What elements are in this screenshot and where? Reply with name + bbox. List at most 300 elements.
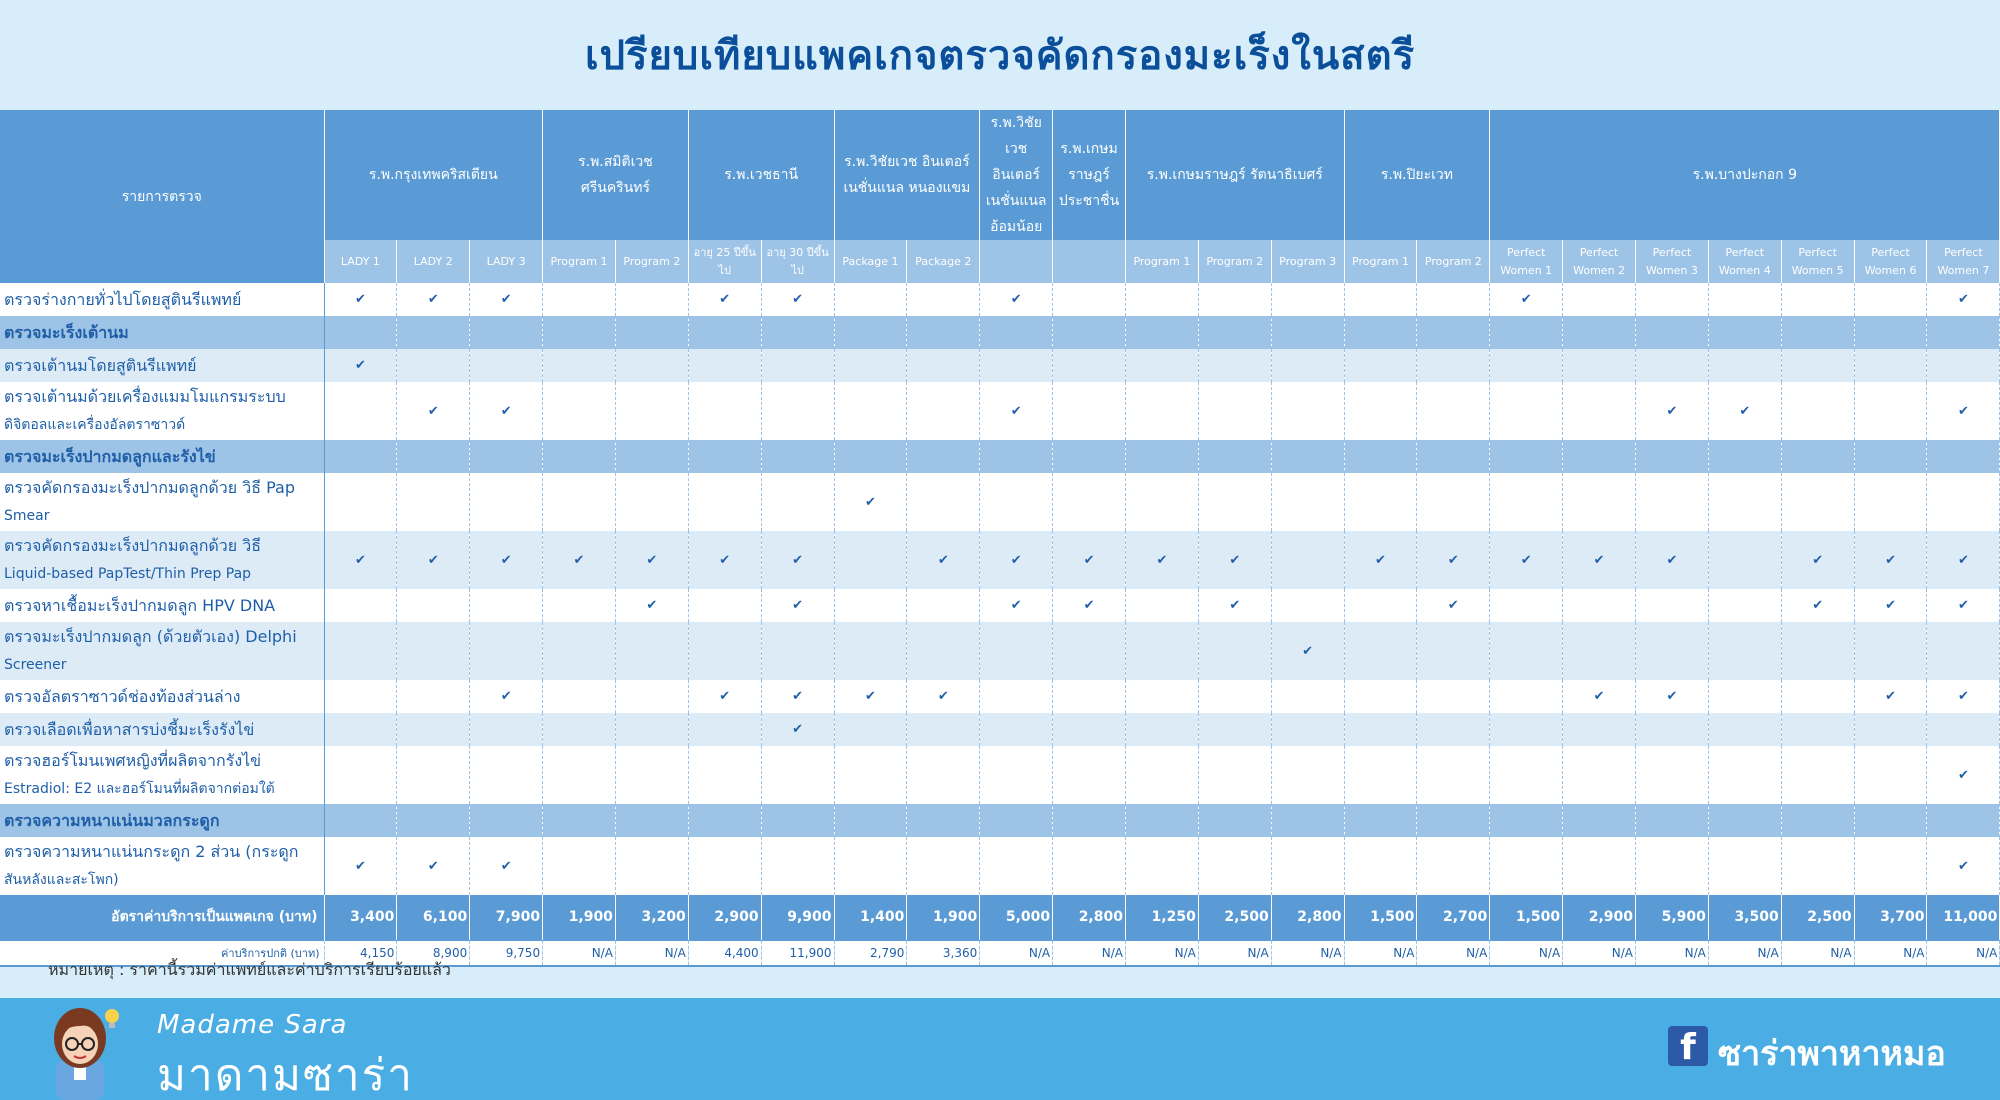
check-cell — [1708, 746, 1781, 804]
check-cell — [834, 713, 907, 746]
check-cell — [1636, 713, 1709, 746]
check-cell — [1053, 473, 1126, 531]
check-cell — [688, 713, 761, 746]
check-cell — [397, 837, 470, 895]
check-cell — [688, 589, 761, 622]
check-cell — [980, 283, 1053, 316]
normal-price: N/A — [1563, 940, 1636, 966]
check-cell — [324, 473, 397, 531]
check-cell — [1125, 382, 1198, 440]
check-cell — [1125, 316, 1198, 349]
check-cell — [1125, 589, 1198, 622]
check-cell — [543, 837, 616, 895]
check-cell — [834, 804, 907, 837]
check-cell — [980, 440, 1053, 473]
exam-label: ตรวจมะเร็งปากมดลูก (ด้วยตัวเอง) Delphi — [4, 627, 297, 646]
check-cell — [907, 804, 980, 837]
exam-row — [0, 837, 2000, 895]
exam-label-cell — [0, 746, 324, 804]
check-cell — [688, 804, 761, 837]
normal-price: N/A — [1053, 940, 1126, 966]
check-cell — [470, 589, 543, 622]
check-cell — [761, 531, 834, 589]
check-cell — [615, 473, 688, 531]
normal-price: 4,400 — [688, 940, 761, 966]
check-cell — [907, 382, 980, 440]
package-price: 9,900 — [761, 895, 834, 940]
check-icon: ✔ — [719, 552, 731, 568]
check-cell — [1563, 746, 1636, 804]
check-cell — [615, 713, 688, 746]
check-cell — [1927, 531, 2000, 589]
check-cell — [1198, 283, 1271, 316]
check-cell — [1708, 837, 1781, 895]
check-cell — [1927, 713, 2000, 746]
check-icon: ✔ — [719, 292, 731, 307]
check-cell — [1708, 804, 1781, 837]
check-cell — [1344, 680, 1417, 713]
check-icon: ✔ — [865, 494, 876, 510]
check-cell — [834, 746, 907, 804]
check-cell — [1053, 746, 1126, 804]
check-icon: ✔ — [792, 552, 804, 568]
check-cell — [324, 440, 397, 473]
check-cell — [907, 316, 980, 349]
check-cell — [761, 316, 834, 349]
check-cell — [324, 589, 397, 622]
check-cell — [1053, 837, 1126, 895]
check-cell — [980, 622, 1053, 680]
check-cell — [980, 713, 1053, 746]
check-cell — [324, 680, 397, 713]
check-cell — [1563, 382, 1636, 440]
check-cell — [1708, 382, 1781, 440]
check-cell — [1490, 837, 1563, 895]
check-cell — [397, 680, 470, 713]
check-cell — [543, 680, 616, 713]
check-cell — [1271, 349, 1344, 382]
hospital-header: ร.พ.บางปะกอก 9 — [1490, 110, 2000, 240]
check-cell — [1563, 440, 1636, 473]
normal-price: N/A — [1490, 940, 1563, 966]
check-cell — [1927, 473, 2000, 531]
check-icon: ✔ — [1957, 598, 1969, 613]
package-price: 1,900 — [543, 895, 616, 940]
check-cell — [688, 440, 761, 473]
avatar-icon — [36, 1002, 124, 1100]
package-price: 3,500 — [1708, 895, 1781, 940]
program-header: อายุ 30 ปีขึ้นไป — [761, 240, 834, 283]
normal-price: 3,360 — [907, 940, 980, 966]
check-cell — [1563, 531, 1636, 589]
check-cell — [397, 804, 470, 837]
check-cell — [324, 837, 397, 895]
check-cell — [1636, 804, 1709, 837]
package-price: 7,900 — [470, 895, 543, 940]
check-cell — [543, 283, 616, 316]
check-cell — [1927, 680, 2000, 713]
check-cell — [1490, 713, 1563, 746]
normal-price: N/A — [615, 940, 688, 966]
check-cell — [1198, 382, 1271, 440]
check-cell — [1927, 349, 2000, 382]
check-cell — [1417, 531, 1490, 589]
check-cell — [397, 622, 470, 680]
check-cell — [1490, 316, 1563, 349]
check-cell — [1490, 440, 1563, 473]
check-cell — [688, 746, 761, 804]
check-cell — [1344, 622, 1417, 680]
check-cell — [980, 680, 1053, 713]
check-cell — [1125, 837, 1198, 895]
check-icon: ✔ — [937, 689, 949, 704]
exam-row — [0, 746, 2000, 804]
exam-row — [0, 531, 2000, 589]
check-cell — [615, 680, 688, 713]
check-cell — [1125, 804, 1198, 837]
check-icon: ✔ — [792, 689, 804, 704]
check-icon: ✔ — [1229, 552, 1241, 568]
program-header — [1053, 240, 1126, 283]
check-icon: ✔ — [792, 598, 804, 613]
check-cell — [1344, 589, 1417, 622]
check-cell — [761, 349, 834, 382]
check-icon: ✔ — [1666, 689, 1678, 704]
normal-price: N/A — [1271, 940, 1344, 966]
check-cell — [1271, 746, 1344, 804]
check-cell — [1417, 473, 1490, 531]
check-icon: ✔ — [1447, 552, 1459, 568]
check-cell — [980, 382, 1053, 440]
check-cell — [1198, 349, 1271, 382]
check-cell — [980, 473, 1053, 531]
normal-price: N/A — [1344, 940, 1417, 966]
package-price: 3,700 — [1854, 895, 1927, 940]
check-cell — [543, 804, 616, 837]
package-price: 2,500 — [1198, 895, 1271, 940]
check-cell — [1854, 440, 1927, 473]
check-cell — [397, 473, 470, 531]
check-cell — [1125, 349, 1198, 382]
check-cell — [397, 713, 470, 746]
check-cell — [1854, 531, 1927, 589]
check-cell — [1854, 349, 1927, 382]
normal-price: N/A — [1854, 940, 1927, 966]
check-cell — [1198, 531, 1271, 589]
normal-price: N/A — [1125, 940, 1198, 966]
package-price: 3,400 — [324, 895, 397, 940]
check-cell — [324, 713, 397, 746]
check-cell — [1854, 837, 1927, 895]
check-cell — [1781, 473, 1854, 531]
check-cell — [615, 349, 688, 382]
check-icon: ✔ — [1010, 292, 1022, 307]
package-price: 1,500 — [1490, 895, 1563, 940]
comparison-table-wrap — [0, 110, 2000, 960]
check-cell — [1490, 589, 1563, 622]
check-cell — [1271, 837, 1344, 895]
program-header: Package 1 — [834, 240, 907, 283]
check-icon: ✔ — [1957, 292, 1969, 307]
normal-price: 2,790 — [834, 940, 907, 966]
exam-label: ตรวจร่างกายทั่วไปโดยสูตินรีแพทย์ — [4, 290, 242, 309]
check-cell — [1271, 622, 1344, 680]
exam-label-cell — [0, 622, 324, 680]
check-cell — [397, 746, 470, 804]
check-icon: ✔ — [1957, 552, 1969, 568]
program-header: Program 1 — [1344, 240, 1417, 283]
exam-row — [0, 589, 2000, 622]
check-cell — [1271, 440, 1344, 473]
check-icon: ✔ — [1447, 598, 1459, 613]
exam-label-cell — [0, 382, 324, 440]
footer — [0, 998, 2000, 1100]
check-cell — [397, 589, 470, 622]
check-cell — [1636, 283, 1709, 316]
check-cell — [980, 316, 1053, 349]
exam-label: ตรวจคัดกรองมะเร็งปากมดลูกด้วย วิธี — [4, 536, 261, 555]
check-cell — [470, 382, 543, 440]
normal-price: N/A — [1636, 940, 1709, 966]
check-cell — [688, 349, 761, 382]
check-cell — [1344, 440, 1417, 473]
note: หมายเหตุ : ราคานี้รวมค่าแพทย์และค่าบริการเรียบร้อยแล้ว — [48, 960, 451, 979]
check-cell — [615, 531, 688, 589]
check-icon: ✔ — [937, 552, 949, 568]
check-cell — [1636, 440, 1709, 473]
package-price: 1,250 — [1125, 895, 1198, 940]
check-icon: ✔ — [1010, 598, 1022, 613]
check-cell — [1636, 349, 1709, 382]
check-cell — [1636, 473, 1709, 531]
check-icon: ✔ — [427, 403, 439, 419]
package-price: 2,500 — [1781, 895, 1854, 940]
check-icon: ✔ — [1957, 689, 1969, 704]
check-cell — [1125, 622, 1198, 680]
exam-label-cell — [0, 837, 324, 895]
check-cell — [907, 473, 980, 531]
exam-label-cell — [0, 349, 324, 382]
facebook-icon[interactable]: f — [1668, 1026, 1708, 1066]
check-cell — [470, 746, 543, 804]
normal-price: 8,900 — [397, 940, 470, 966]
program-header: Perfect Women 2 — [1563, 240, 1636, 283]
check-cell — [1125, 440, 1198, 473]
check-cell — [1781, 746, 1854, 804]
check-cell — [543, 746, 616, 804]
program-header: Perfect Women 7 — [1927, 240, 2000, 283]
exam-label-cell — [0, 283, 324, 316]
hospital-header: ร.พ.วิชัยเวช อินเตอร์เนชั่นแนล อ้อมน้อย — [980, 110, 1053, 240]
check-icon: ✔ — [500, 292, 512, 307]
check-cell — [1854, 746, 1927, 804]
check-cell — [1417, 283, 1490, 316]
check-cell — [1708, 713, 1781, 746]
check-cell — [1781, 283, 1854, 316]
exam-row — [0, 713, 2000, 746]
check-cell — [1563, 837, 1636, 895]
package-price: 2,700 — [1417, 895, 1490, 940]
program-header: Perfect Women 5 — [1781, 240, 1854, 283]
check-cell — [1344, 349, 1417, 382]
check-cell — [324, 804, 397, 837]
check-cell — [1636, 680, 1709, 713]
check-cell — [907, 589, 980, 622]
package-price-row — [0, 895, 2000, 940]
check-cell — [1708, 316, 1781, 349]
hospital-header: ร.พ.วิชัยเวช อินเตอร์เนชั่นแนล หนองแขม — [834, 110, 980, 240]
check-cell — [1344, 837, 1417, 895]
check-cell — [1927, 283, 2000, 316]
check-cell — [1417, 589, 1490, 622]
check-cell — [1781, 349, 1854, 382]
check-cell — [324, 382, 397, 440]
exam-label: ตรวจมะเร็งเต้านม — [4, 323, 129, 342]
program-header: อายุ 25 ปีขึ้นไป — [688, 240, 761, 283]
package-price: 2,900 — [688, 895, 761, 940]
normal-price: N/A — [1708, 940, 1781, 966]
check-cell — [1198, 837, 1271, 895]
exam-label-line2: สันหลังและสะโพก) — [4, 872, 119, 888]
exam-label: ตรวจความหนาแน่นมวลกระดูก — [4, 811, 220, 830]
check-cell — [1271, 316, 1344, 349]
check-cell — [1563, 316, 1636, 349]
check-cell — [470, 713, 543, 746]
check-cell — [470, 473, 543, 531]
program-header: Perfect Women 3 — [1636, 240, 1709, 283]
facebook-page-name[interactable]: ซาร่าพาหาหมอ — [1718, 1034, 1946, 1074]
check-cell — [761, 382, 834, 440]
program-header: LADY 2 — [397, 240, 470, 283]
check-cell — [1563, 589, 1636, 622]
check-cell — [1417, 440, 1490, 473]
package-price-label: อัตราค่าบริการเป็นแพคเกจ (บาท) — [0, 895, 324, 940]
check-cell — [1344, 713, 1417, 746]
check-cell — [907, 349, 980, 382]
check-cell — [324, 349, 397, 382]
check-cell — [1708, 531, 1781, 589]
exam-label-line2: Screener — [4, 657, 67, 673]
check-cell — [1053, 804, 1126, 837]
exam-label-line2: ดิจิตอลและเครื่องอัลตราซาวด์ — [4, 417, 186, 433]
package-price: 2,800 — [1271, 895, 1344, 940]
comparison-table — [0, 110, 2000, 967]
check-cell — [1271, 473, 1344, 531]
check-cell — [543, 316, 616, 349]
package-price: 2,900 — [1563, 895, 1636, 940]
check-cell — [1053, 440, 1126, 473]
check-cell — [907, 622, 980, 680]
program-header — [980, 240, 1053, 283]
check-cell — [1417, 349, 1490, 382]
check-cell — [543, 473, 616, 531]
check-cell — [1053, 589, 1126, 622]
check-cell — [1927, 382, 2000, 440]
check-cell — [1198, 589, 1271, 622]
check-icon: ✔ — [1010, 403, 1022, 419]
check-cell — [1417, 382, 1490, 440]
check-cell — [1053, 622, 1126, 680]
exam-label-cell — [0, 440, 324, 473]
exam-label-cell — [0, 589, 324, 622]
check-cell — [1636, 316, 1709, 349]
normal-price: 9,750 — [470, 940, 543, 966]
check-icon: ✔ — [500, 552, 512, 568]
package-price: 5,900 — [1636, 895, 1709, 940]
check-cell — [980, 804, 1053, 837]
program-header: Program 3 — [1271, 240, 1344, 283]
check-cell — [1344, 283, 1417, 316]
program-header: LADY 1 — [324, 240, 397, 283]
check-icon: ✔ — [354, 358, 366, 373]
check-icon: ✔ — [427, 552, 439, 568]
check-icon: ✔ — [1885, 689, 1896, 704]
check-cell — [1198, 713, 1271, 746]
exam-label: ตรวจอัลตราซาวด์ช่องท้องส่วนล่าง — [4, 687, 241, 706]
check-cell — [1490, 473, 1563, 531]
check-cell — [1417, 713, 1490, 746]
exam-label-cell — [0, 316, 324, 349]
check-cell — [1781, 680, 1854, 713]
check-cell — [397, 283, 470, 316]
page-title: เปรียบเทียบแพคเกจตรวจคัดกรองมะเร็งในสตรี — [584, 33, 1416, 79]
check-icon: ✔ — [1593, 689, 1605, 704]
check-icon: ✔ — [719, 689, 731, 704]
check-cell — [1927, 746, 2000, 804]
normal-price: N/A — [980, 940, 1053, 966]
check-cell — [1781, 316, 1854, 349]
check-icon: ✔ — [1957, 858, 1969, 874]
check-cell — [1053, 680, 1126, 713]
check-cell — [980, 531, 1053, 589]
check-cell — [1708, 349, 1781, 382]
check-cell — [1927, 622, 2000, 680]
check-cell — [1854, 473, 1927, 531]
check-cell — [470, 531, 543, 589]
check-icon: ✔ — [792, 292, 804, 307]
check-icon: ✔ — [1083, 552, 1095, 568]
check-cell — [470, 349, 543, 382]
check-cell — [834, 382, 907, 440]
check-cell — [688, 680, 761, 713]
check-cell — [1198, 746, 1271, 804]
check-cell — [1636, 382, 1709, 440]
program-header: LADY 3 — [470, 240, 543, 283]
normal-price: N/A — [543, 940, 616, 966]
check-cell — [834, 622, 907, 680]
check-cell — [1854, 713, 1927, 746]
exam-label-line2: Estradiol: E2 และฮอร์โมนที่ผลิตจากต่อมใต้ — [4, 781, 275, 797]
check-cell — [1198, 440, 1271, 473]
check-cell — [980, 746, 1053, 804]
check-cell — [397, 382, 470, 440]
check-cell — [1563, 713, 1636, 746]
check-cell — [1781, 622, 1854, 680]
check-cell — [1271, 680, 1344, 713]
check-cell — [397, 440, 470, 473]
check-cell — [761, 589, 834, 622]
package-price: 5,000 — [980, 895, 1053, 940]
check-cell — [761, 713, 834, 746]
check-icon: ✔ — [1520, 292, 1532, 307]
check-cell — [543, 382, 616, 440]
exam-row — [0, 349, 2000, 382]
check-cell — [1053, 283, 1126, 316]
check-cell — [543, 440, 616, 473]
check-cell — [1198, 622, 1271, 680]
check-cell — [1490, 622, 1563, 680]
exam-row — [0, 382, 2000, 440]
